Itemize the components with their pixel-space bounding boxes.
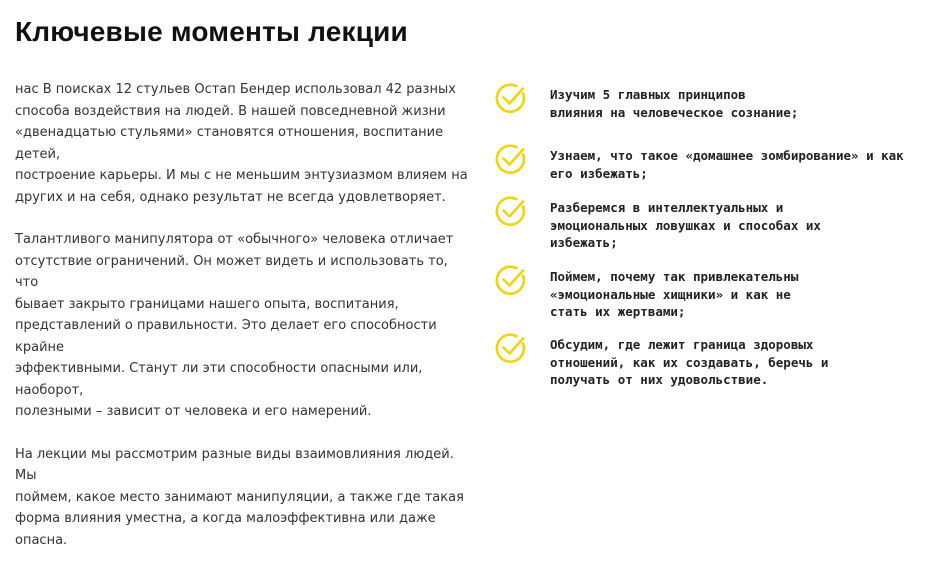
key-point-item: [493, 80, 933, 140]
key-point-text: Обсудим, где лежит граница здоровых отношений, как их создавать, беречь и получать от них удовольствие.: [550, 337, 829, 387]
checkmark-circle-icon: [493, 141, 529, 177]
key-point-text: Узнаем, что такое «домашнее зомбирование» и как его избежать;: [550, 148, 904, 181]
key-point-item: [493, 262, 933, 322]
key-point-item: [493, 141, 933, 201]
description-paragraph: На лекции мы рассмотрим разные виды взаимовлияния людей. Мы поймем, какое место занимают манипуляции, а также где такая форма влияния уместна, а когда малоэффективна или даже опасна.: [15, 446, 464, 548]
checkmark-circle-icon: [493, 80, 529, 116]
key-point-text: Разберемся в интеллектуальных и эмоциональных ловушках и способах их избежать;: [550, 200, 821, 250]
checkmark-circle-icon: [493, 262, 529, 298]
page-title: Ключевые моменты лекции: [15, 16, 408, 47]
lecture-description: [15, 79, 475, 572]
key-point-item: [493, 193, 933, 253]
description-paragraph: нас В поисках 12 стульев Остап Бендер использовал 42 разных способа воздействия на людей. В нашей повседневной жизни «двенадцатью стульями» становятся отношения, воспитание детей, построение карьеры. И мы с не меньшим энтузиазмом влияем на других и на себя, однако результат не всегда удовлетворяет.: [15, 82, 468, 205]
key-point-text: Изучим 5 главных принципов влияния на человеческое сознание;: [550, 87, 799, 120]
description-paragraph: Талантливого манипулятора от «обычного» человека отличает отсутствие ограничений. Он может видеть и использовать то, что бывает закрыто границами нашего опыта, воспитания, представлений о правильности. Это делает его способности крайне эффективными. Станут ли эти способности опасными или, наоборот, полезными – зависит от человека и его намерений.: [15, 232, 454, 419]
checkmark-circle-icon: [493, 330, 529, 366]
checkmark-circle-icon: [493, 193, 529, 229]
key-point-item: [493, 330, 933, 390]
key-point-text: Поймем, почему так привлекательны «эмоциональные хищники» и как не стать их жертвами;: [550, 269, 799, 319]
